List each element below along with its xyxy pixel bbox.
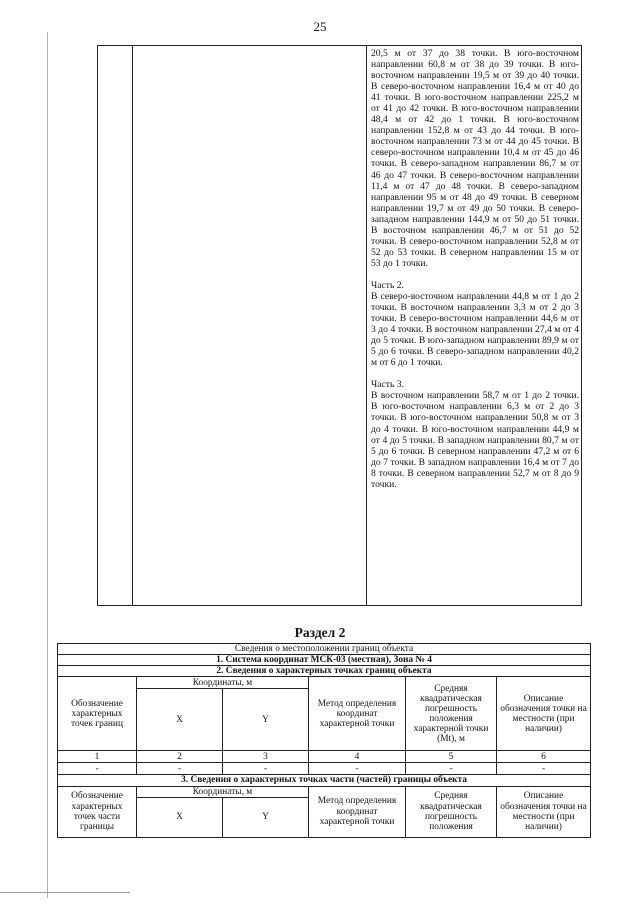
header3-description: Описание обозначения точки на местности (при наличии) xyxy=(497,786,591,837)
part2-heading: Часть 2. xyxy=(371,279,404,291)
table-caption: Сведения о местоположении границ объекта xyxy=(58,644,591,655)
empty-cell: - xyxy=(497,763,591,775)
header3-x: X xyxy=(137,797,223,837)
column-number: 5 xyxy=(406,751,497,763)
section2-title: 2. Сведения о характерных точках границ объекта xyxy=(58,666,591,677)
header-point-label: Обозначение характерных точек границ xyxy=(58,677,137,751)
header-method: Метод определения координат характерной точки xyxy=(309,677,406,751)
margin-line xyxy=(47,32,48,898)
header3-error: Средняя квадратическая погрешность положения xyxy=(406,786,497,837)
section3-title: 3. Сведения о характерных точках части (частей) границы объекта xyxy=(58,775,591,786)
header3-method: Метод определения координат характерной точки xyxy=(309,786,406,837)
column-number: 6 xyxy=(497,751,591,763)
column-number: 4 xyxy=(309,751,406,763)
column-number: 2 xyxy=(137,751,223,763)
empty-cell: - xyxy=(309,763,406,775)
table-cell-description xyxy=(371,48,579,490)
page-number: 25 xyxy=(313,19,327,34)
header3-point-label: Обозначение характерных точек части границы xyxy=(58,786,137,837)
column-number: 1 xyxy=(58,751,137,763)
header-y: Y xyxy=(223,689,309,751)
column-number: 3 xyxy=(223,751,309,763)
coordinate-system-row: 1. Система координат МСК-03 (местная), Зона № 4 xyxy=(58,655,591,666)
header3-y: Y xyxy=(223,797,309,837)
empty-cell: - xyxy=(406,763,497,775)
header-coordinates: Координаты, м xyxy=(137,677,309,689)
section-title: Раздел 2 xyxy=(294,625,346,640)
paragraph-part1: 20,5 м от 37 до 38 точки. В юго-восточном направлении 60,8 м от 38 до 39 точки. В юго-восточном направлении 19,5 м от 39 до 40 точки. В северо-восточном направлении 16,4 м от 40 до 41 точки. В юго-восточном направлении 225,2 м от 41 до 42 точки. В юго-восточном направлении 48,4 м от 42 до 1 точки. В юго-восточном направлении 152,8 м от 43 до 44 точки. В юго-восточном направлении 73 м от 44 до 45 точки. В северо-восточном направлении 10,4 м от 45 до 46 точки. В северо-западном направлении 86,7 м от 46 до 47 точки. В северо-восточном направлении 11,4 м от 47 до 48 точки. В северо-западном направлении 95 м от 48 до 49 точки. В северном направлении 19,7 м от 49 до 50 точки. В северо-западном направлении 144,9 м от 50 до 51 точки. В восточном направлении 46,7 м от 51 до 52 точки. В северо-восточном направлении 52,8 м от 52 до 53 точки. В северном направлении 15 м от 53 до 1 точки. xyxy=(371,48,579,269)
boundary-location-table xyxy=(57,643,591,838)
empty-cell: - xyxy=(223,763,309,775)
header3-coordinates: Координаты, м xyxy=(137,786,309,797)
boundary-description-table xyxy=(97,45,582,606)
empty-cell: - xyxy=(58,763,137,775)
empty-cell: - xyxy=(137,763,223,775)
header-x: X xyxy=(137,689,223,751)
header-description: Описание обозначения точки на местности (при наличии) xyxy=(497,677,591,751)
part3-heading: Часть 3. xyxy=(371,379,404,391)
paragraph-part2: В северо-восточном направлении 44,8 м от 1 до 2 точки. В восточном направлении 3,3 м от 2 до 3 точки. В северо-восточном направлении 44,6 м от 3 до 4 точки. В восточном направлении 27,4 м от 4 до 5 точки. В юго-западном направлении 89,9 м от 5 до 6 точки. В северо-западном направлении 40,2 м от 6 до 1 точки. xyxy=(371,290,579,369)
paragraph-part3: В восточном направлении 58,7 м от 1 до 2 точки. В юго-восточном направлении 6,3 м от 2 до 3 точки. В юго-восточном направлении 50,8 м от 3 до 4 точки. В юго-восточном направлении 44,9 м от 4 до 5 точки. В западном направлении 80,7 м от 5 до 6 точки. В северном направлении 47,2 м от 6 до 7 точки. В западном направлении 16,4 м от 7 до 8 точки. В северном направлении 52,7 м от 8 до 9 точки. xyxy=(371,390,579,490)
table-cell-number xyxy=(98,46,133,605)
footnote-rule xyxy=(0,892,130,893)
table-cell-name xyxy=(133,46,367,605)
header-error: Средняя квадратическая погрешность положения характерной точки (Мt), м xyxy=(406,677,497,751)
